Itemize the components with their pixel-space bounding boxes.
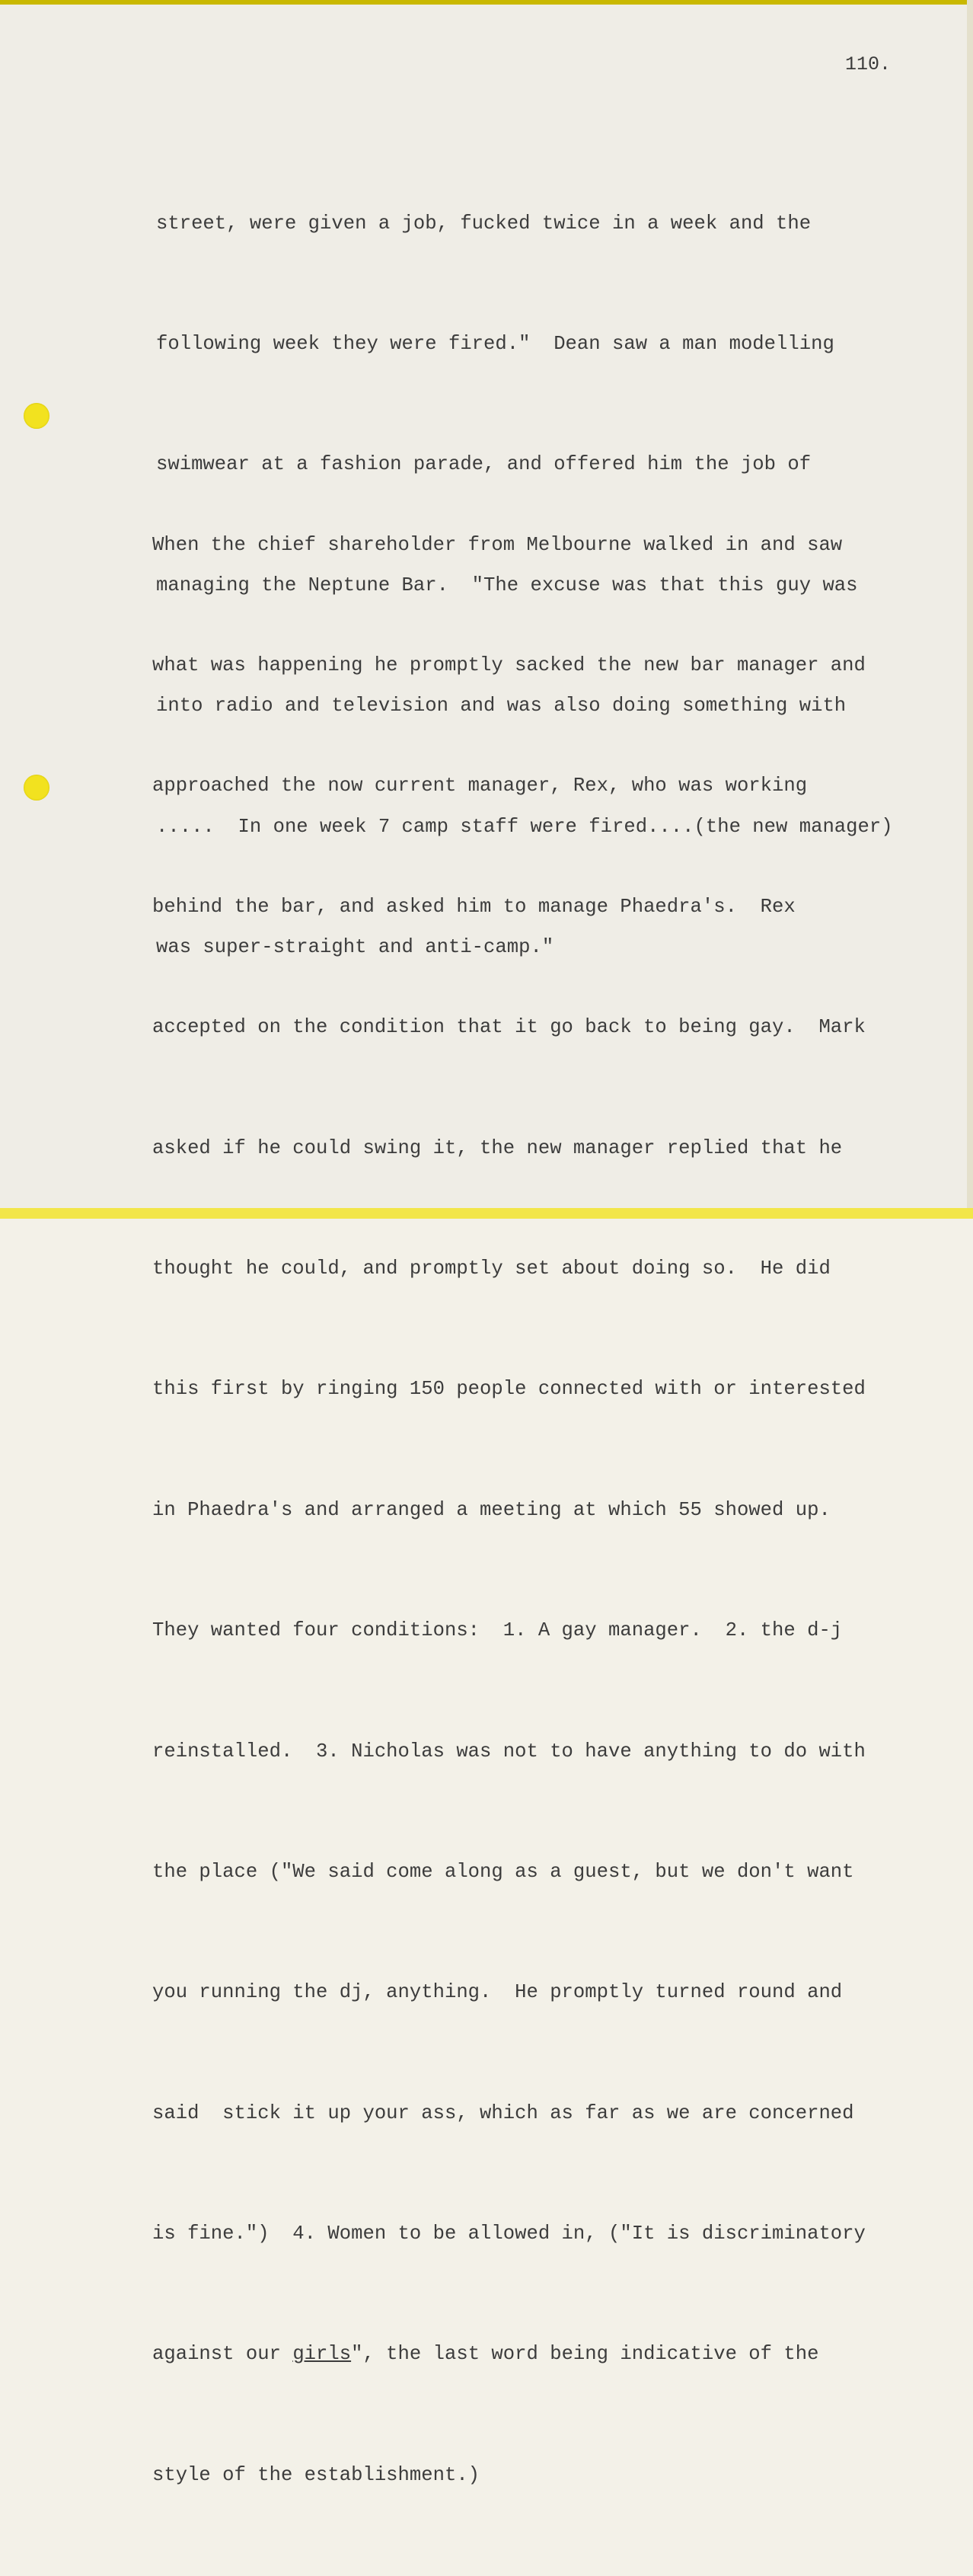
line-segment: ", the last word being indicative of the	[351, 2343, 819, 2366]
binder-bottom-edge	[0, 1208, 973, 1219]
typed-page	[0, 5, 967, 2486]
text-line: in Phaedra's and arranged a meeting at which 55 showed up.	[152, 1498, 831, 1521]
text-line: reinstalled. 3. Nicholas was not to have anything to do with	[152, 1740, 866, 1763]
text-line: the place ("We said come along as a guest, but we don't want	[152, 1860, 854, 1883]
text-line: swimwear at a fashion parade, and offered him the job of	[156, 453, 812, 476]
text-line: asked if he could swing it, the new manager replied that he	[152, 1136, 843, 1159]
punch-hole-lower	[24, 775, 49, 801]
text-line: is fine.") 4. Women to be allowed in, ("It is discriminatory	[152, 2223, 866, 2245]
text-line: managing the Neptune Bar. "The excuse was that this guy was	[156, 574, 858, 596]
text-line: accepted on the condition that it go back to being gay. Mark	[152, 1016, 866, 1039]
text-line: thought he could, and promptly set about doing so. He did	[152, 1257, 831, 1280]
text-line: what was happening he promptly sacked the new bar manager and	[152, 654, 866, 676]
text-line: behind the bar, and asked him to manage Phaedra's. Rex	[152, 895, 796, 918]
text-line: They wanted four conditions: 1. A gay manager. 2. the d-j	[152, 1619, 843, 1642]
text-line: this first by ringing 150 people connected with or interested	[152, 1378, 866, 1401]
text-line: following week they were fired." Dean saw a man modelling	[156, 332, 834, 355]
text-line: When the chief shareholder from Melbourne walked in and saw	[152, 533, 843, 556]
text-line: into radio and television and was also doing something with	[156, 695, 847, 718]
line-segment: against our	[152, 2343, 293, 2366]
paragraph-2	[152, 445, 866, 2576]
text-line-with-underline	[152, 2335, 866, 2375]
underlined-word: girls	[292, 2343, 352, 2366]
text-line: ..... In one week 7 camp staff were fired....(the new manager)	[156, 815, 893, 838]
text-line: was super-straight and anti-camp."	[156, 935, 554, 958]
text-line: approached the now current manager, Rex, who was working	[152, 775, 808, 797]
page-right-edge	[967, 0, 973, 1219]
text-line: said stick it up your ass, which as far as we are concerned	[152, 2101, 854, 2124]
text-line: you running the dj, anything. He promptly turned round and	[152, 1981, 843, 2004]
text-line: street, were given a job, fucked twice in a week and the	[156, 212, 812, 235]
text-line: style of the establishment.)	[152, 2463, 480, 2486]
punch-hole-upper	[24, 403, 49, 429]
page-number: 110.	[845, 53, 892, 75]
